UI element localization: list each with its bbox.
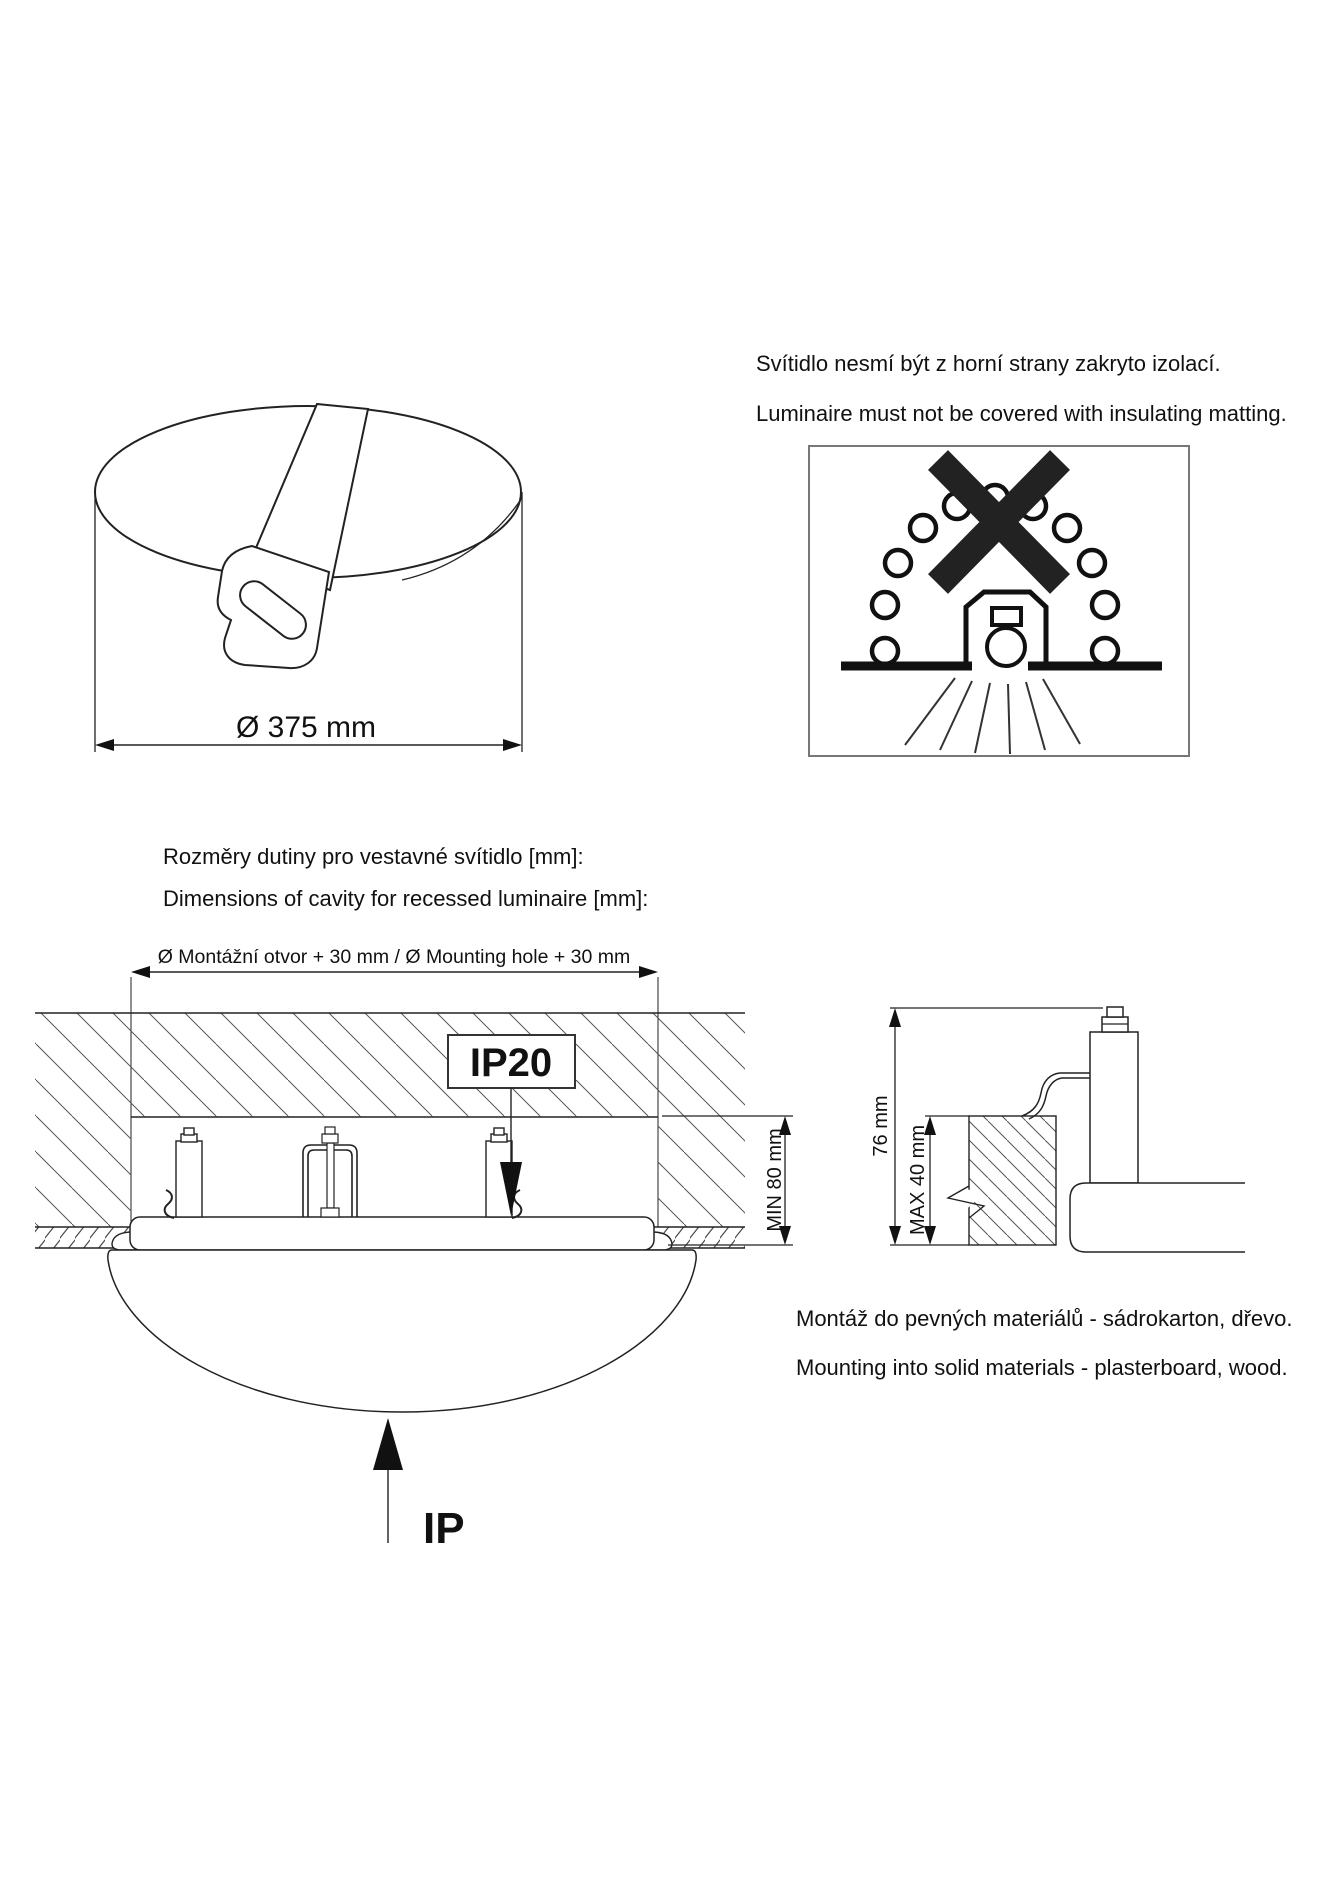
mounting-detail-diagram — [870, 1007, 1245, 1252]
height-76mm-label: 76 mm — [870, 1095, 892, 1157]
luminaire-housing — [112, 1217, 672, 1250]
detail-flange — [1070, 1183, 1245, 1252]
detail-spring-clip — [1022, 1073, 1090, 1119]
ip20-callout — [448, 1035, 575, 1216]
mounting-post-left — [176, 1128, 202, 1217]
max-40mm-dimension — [924, 1116, 969, 1245]
cavity-heading-en: Dimensions of cavity for recessed luminaire [mm]: — [163, 886, 649, 911]
ceiling-structure-hatch — [35, 1013, 745, 1227]
detail-post — [1090, 1007, 1138, 1183]
mounting-note-en: Mounting into solid materials - plasterboard, wood. — [796, 1355, 1288, 1380]
insulation-note-en: Luminaire must not be covered with insulating matting. — [756, 401, 1287, 426]
ip20-badge-label: IP20 — [469, 1041, 553, 1085]
cross-section-diagram — [35, 946, 793, 1553]
min-depth-label: MIN 80 mm — [764, 1128, 786, 1232]
hole-cutting-diagram — [95, 404, 522, 752]
spring-clips — [165, 1190, 522, 1218]
mounting-note-cz: Montáž do pevných materiálů - sádrokarton, dřevo. — [796, 1306, 1293, 1331]
insulation-note-cz: Svítidlo nesmí být z horní strany zakryto izolací. — [756, 351, 1221, 376]
cavity-heading-cz: Rozměry dutiny pro vestavné svítidlo [mm]: — [163, 844, 584, 869]
ip-arrow-up-icon — [373, 1418, 403, 1470]
board-section — [948, 1116, 1056, 1245]
max-40mm-label: MAX 40 mm — [907, 1124, 929, 1236]
ip-callout — [373, 1418, 465, 1553]
centre-bracket — [303, 1127, 357, 1217]
ip-label: IP — [423, 1504, 465, 1553]
mounting-hole-dimension-label: Ø Montážní otvor + 30 mm / Ø Mounting hole + 30 mm — [157, 946, 631, 968]
glass-dome — [108, 1250, 696, 1412]
hole-diameter-label: Ø 375 mm — [235, 711, 377, 744]
insulation-warning-icon — [809, 446, 1189, 756]
